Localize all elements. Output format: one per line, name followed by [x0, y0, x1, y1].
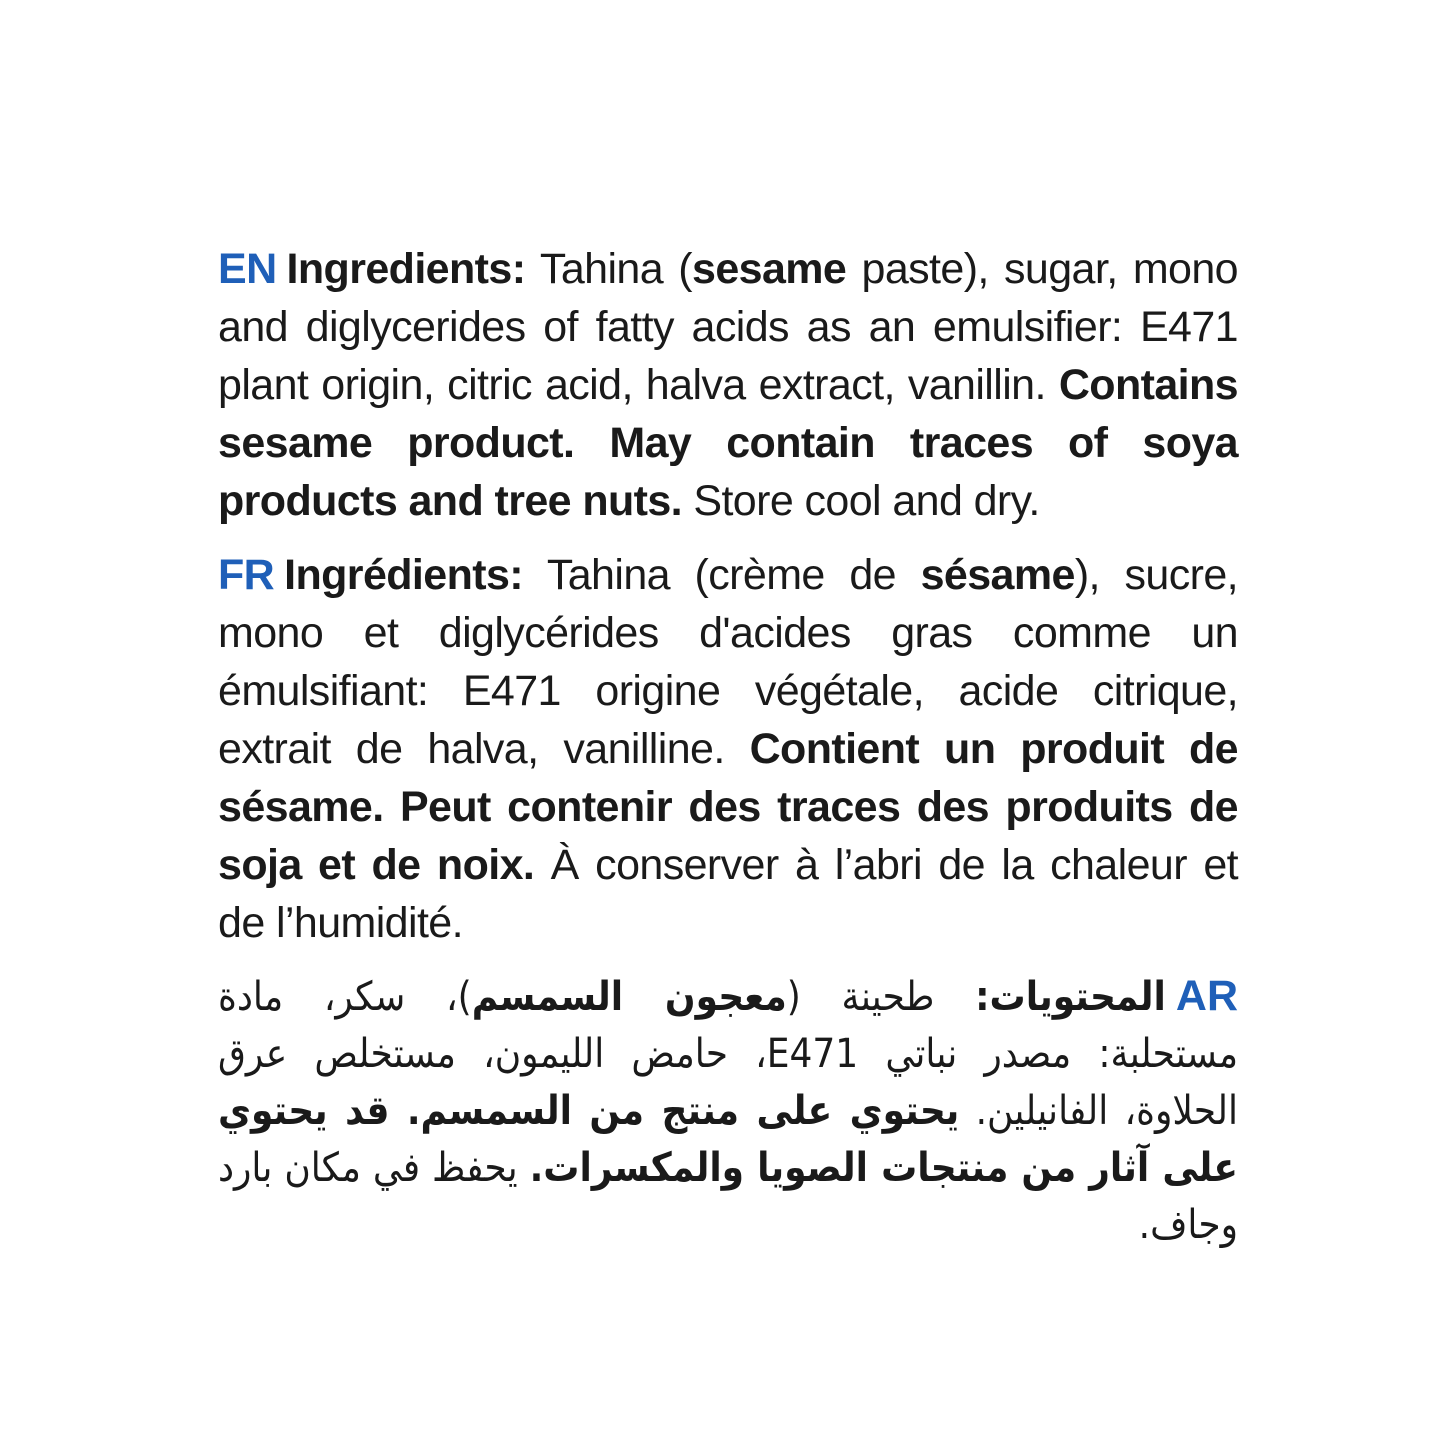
ingredients-text-ar-1: طحينة ( [786, 974, 976, 1020]
ingredients-heading-en: Ingredients: [286, 245, 526, 293]
ingredients-heading-fr: Ingrédients: [284, 551, 523, 599]
ingredients-text-fr-2: ), sucre, mono et diglycérides d'acides gras comme un émulsifiant: E471 origine végétale, acide citrique, extrait de halva, vanilline. [218, 551, 1238, 773]
ingredients-text-ar-2: )، سكر، مادة مستحلبة: مصدر نباتي [218, 974, 1238, 1077]
ingredients-section-ar [218, 968, 1238, 1254]
ingredients-section-en [218, 240, 1238, 530]
storage-text-fr: À conserver à l’abri de la chaleur et de l’humidité. [218, 841, 1238, 947]
e-number-ar: E471 [766, 1031, 859, 1077]
allergen-statement-ar: يحتوي على منتج من السمسم. قد يحتوي على آثار من منتجات الصويا والمكسرات. [218, 1088, 1239, 1191]
ingredients-text-en-2: paste), sugar, mono and diglycerides of fatty acids as an emulsifier: E471 plant origin, citric acid, halva extract, vanillin. [218, 245, 1238, 409]
storage-text-ar: يحفظ في مكان بارد وجاف. [218, 1145, 1238, 1248]
allergen-statement-en: Contains sesame product. May contain traces of soya products and tree nuts. [218, 361, 1238, 525]
lang-code-fr: FR [218, 551, 275, 599]
allergen-statement-fr: Contient un produit de sésame. Peut contenir des traces des produits de soja et de noix. [218, 725, 1238, 889]
allergen-ar: معجون السمسم [471, 974, 787, 1020]
allergen-en: sesame [692, 245, 847, 293]
ingredients-section-fr [218, 546, 1238, 952]
lang-code-en: EN [218, 245, 277, 293]
ingredients-label [218, 240, 1238, 1254]
storage-text-en: Store cool and dry. [682, 477, 1040, 525]
allergen-fr: sésame [920, 551, 1075, 599]
ingredients-text-ar-3: ، حامض الليمون، مستخلص عرق الحلاوة، الفانيلين. [218, 1031, 1238, 1134]
ingredients-text-fr-1: Tahina (crème de [523, 551, 921, 599]
lang-code-ar: AR [1175, 972, 1238, 1020]
ingredients-heading-ar: المحتويات: [975, 974, 1166, 1020]
ingredients-text-en-1: Tahina ( [525, 245, 693, 293]
